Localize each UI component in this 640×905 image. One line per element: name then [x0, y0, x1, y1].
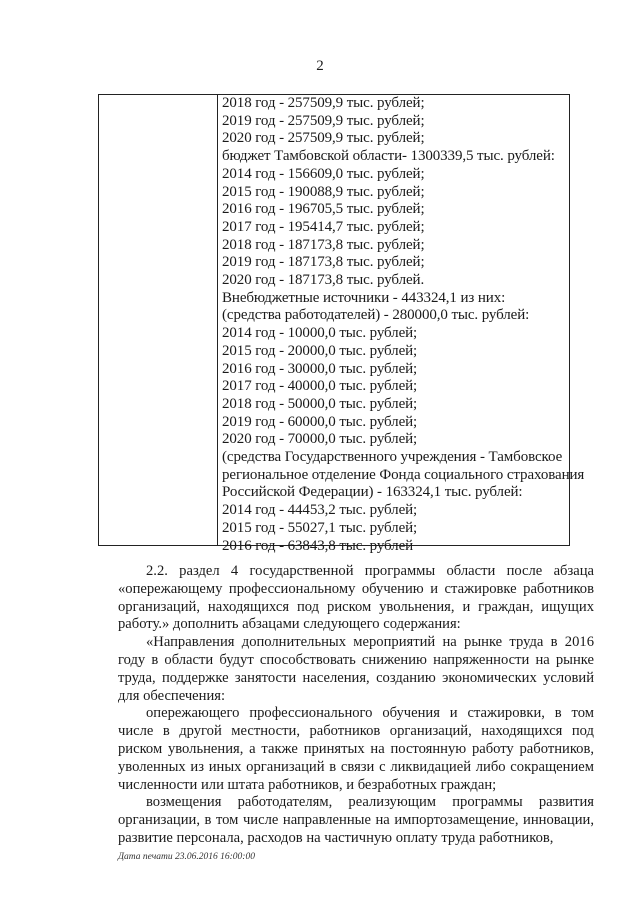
funding-line: 2014 год - 156609,0 тыс. рублей; [222, 165, 425, 182]
funding-line: 2015 год - 55027,1 тыс. рублей; [222, 519, 418, 536]
funding-line: 2019 год - 60000,0 тыс. рублей; [222, 413, 418, 430]
funding-line: 2014 год - 44453,2 тыс. рублей; [222, 502, 418, 519]
funding-line: бюджет Тамбовской области- 1300339,5 тыс. рублей: [222, 148, 555, 165]
funding-line: 2018 год - 257509,9 тыс. рублей; [222, 95, 425, 111]
print-date: Дата печати 23.06.2016 16:00:00 [118, 852, 255, 862]
funding-line: 2016 год - 30000,0 тыс. рублей; [222, 360, 418, 377]
funding-line: 2019 год - 257509,9 тыс. рублей; [222, 112, 425, 129]
funding-line: 2020 год - 70000,0 тыс. рублей; [222, 431, 418, 448]
funding-line: 2020 год - 187173,8 тыс. рублей. [222, 272, 425, 289]
funding-line: 2017 год - 195414,7 тыс. рублей; [222, 218, 425, 235]
page-number: 2 [316, 58, 324, 74]
paragraph-directions: «Направления дополнительных мероприятий на рынке труда в 2016 году в области будут способствовать снижению напряженности на рынке труда, поддержке занятости населения, созданию экономических условий для обеспечения: [118, 634, 594, 704]
funding-line: 2016 год - 63843,8 тыс. рублей [222, 537, 414, 554]
funding-line: 2019 год - 187173,8 тыс. рублей; [222, 254, 425, 271]
funding-line: 2017 год - 40000,0 тыс. рублей; [222, 378, 418, 395]
paragraph-advance-training: опережающего профессионального обучения и стажировки, в том числе в другой местности, работников организаций, находящихся под риском увольнения, а также принятых на постоянную работу работников, уволенных из иных организаций в связи с ликвидацией либо сокращением численности или штата работников, и безработных граждан; [118, 705, 594, 793]
funding-line: Внебюджетные источники - 443324,1 из них: [222, 289, 506, 306]
funding-line: Российской Федерации) - 163324,1 тыс. рублей: [222, 484, 523, 501]
paragraph-amendment-2-2: 2.2. раздел 4 государственной программы области после абзаца «опережающему профессиональному обучению и стажировке работников организаций, находящихся под риском увольнения, и граждан, ищущих работу.» дополнить абзацами следующего содержания: [118, 563, 594, 633]
funding-line: 2020 год - 257509,9 тыс. рублей; [222, 130, 425, 147]
funding-sources-list [222, 95, 585, 555]
funding-line: 2018 год - 50000,0 тыс. рублей; [222, 395, 418, 412]
funding-line: 2016 год - 196705,5 тыс. рублей; [222, 201, 425, 218]
table-column-divider [217, 94, 218, 546]
funding-line: 2015 год - 20000,0 тыс. рублей; [222, 342, 418, 359]
funding-line: (средства Государственного учреждения - Тамбовское [222, 449, 563, 466]
funding-line: 2015 год - 190088,9 тыс. рублей; [222, 183, 425, 200]
paragraph-reimbursement: возмещения работодателям, реализующим программы развития организации, в том числе направленные на импортозамещение, инновации, развитие персонала, расходов на частичную оплату труда работников, [118, 794, 594, 846]
funding-line: (средства работодателей) - 280000,0 тыс. рублей: [222, 307, 530, 324]
funding-line: 2018 год - 187173,8 тыс. рублей; [222, 236, 425, 253]
funding-line: региональное отделение Фонда социального страхования [222, 466, 585, 483]
funding-line: 2014 год - 10000,0 тыс. рублей; [222, 325, 418, 342]
document-body [118, 563, 594, 848]
